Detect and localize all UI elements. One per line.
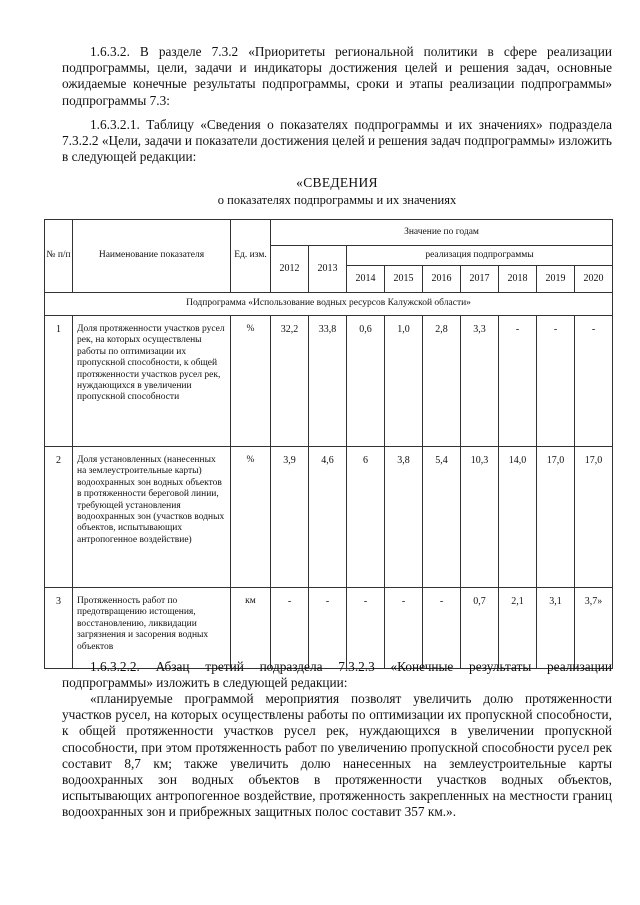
row-value: 5,4 [423, 447, 461, 588]
row-value: 6 [347, 447, 385, 588]
row-value: 4,6 [309, 447, 347, 588]
row-value: 3,3 [461, 316, 499, 447]
row-value: 3,7» [575, 588, 613, 669]
outro-paragraph-1: 1.6.3.2.2. Абзац третий подраздела 7.3.2.3 «Конечные результаты реализации подпрограммы» изложить в следующей редакции: [62, 659, 612, 691]
intro-paragraph-1: 1.6.3.2. В разделе 7.3.2 «Приоритеты региональной политики в сфере реализации подпрограммы, цели, задачи и индикаторы достижения целей и решения задач, основные ожидаемые конечные результаты подпрограммы, сроки и этапы реализации подпрограммы» подпрограммы 7.3: [62, 44, 612, 108]
header-unit: Ед. изм. [231, 220, 271, 293]
row-value: - [271, 588, 309, 669]
row-unit: км [231, 588, 271, 669]
row-value: 3,8 [385, 447, 423, 588]
intro-paragraph-2: 1.6.3.2.1. Таблицу «Сведения о показателях подпрограммы и их значениях» подраздела 7.3.2.2 «Цели, задачи и показатели достижения целей и решения задач подпрограммы» изложить в следующей редакции: [62, 117, 612, 165]
row-value: - [385, 588, 423, 669]
row-num: 2 [45, 447, 73, 588]
row-value: 17,0 [575, 447, 613, 588]
row-num: 1 [45, 316, 73, 447]
row-name: Доля установленных (нанесенных на землеустроительные карты) водоохранных зон водных объектов в протяженности береговой линии, требующей установления водоохранных зон (участков водных объектов, испытывающих антропогенное воздействие) [73, 447, 231, 588]
header-values-by-year: Значение по годам [271, 220, 613, 246]
row-value: - [537, 316, 575, 447]
row-value: 0,7 [461, 588, 499, 669]
row-value: - [499, 316, 537, 447]
header-year: 2019 [537, 266, 575, 293]
row-value: 0,6 [347, 316, 385, 447]
header-year: 2014 [347, 266, 385, 293]
row-name: Протяженность работ по предотвращению истощения, восстановлению, ликвидации загрязнения и засорения водных объектов [73, 588, 231, 669]
row-value: 3,9 [271, 447, 309, 588]
table-row [45, 316, 613, 447]
table-title: «СВЕДЕНИЯ [296, 175, 378, 190]
row-value: 10,3 [461, 447, 499, 588]
row-value: 2,8 [423, 316, 461, 447]
table-row [45, 588, 613, 669]
table-subtitle: о показателях подпрограммы и их значениях [217, 193, 457, 207]
row-value: - [347, 588, 385, 669]
row-value: 32,2 [271, 316, 309, 447]
header-year: 2018 [499, 266, 537, 293]
row-value: 33,8 [309, 316, 347, 447]
row-value: - [309, 588, 347, 669]
indicators-table [44, 219, 613, 669]
row-unit: % [231, 447, 271, 588]
header-num: № п/п [45, 220, 73, 293]
row-value: 1,0 [385, 316, 423, 447]
row-value: 17,0 [537, 447, 575, 588]
header-year: 2015 [385, 266, 423, 293]
row-value: - [423, 588, 461, 669]
section-title: Подпрограмма «Использование водных ресурсов Калужской области» [45, 293, 613, 316]
header-name: Наименование показателя [73, 220, 231, 293]
outro-paragraph-2: «планируемые программой мероприятия позволят увеличить долю протяженности участков русел, на которых осуществлены работы по оптимизации их пропускной способности, к общей протяженности участков русел рек, нуждающихся в увеличении пропускной способности, при этом протяженность работ по увеличению пропускной способности русел рек составит 8,7 км; также увеличить долю нанесенных на землеустроительные карты водоохранных зон водных объектов в протяженности участков водных объектов, испытывающих антропогенное воздействие, протяженность закрепленных на местности границ водоохранных зон и прибрежных защитных полос составит 357 км.». [62, 691, 612, 820]
row-value: - [575, 316, 613, 447]
row-value: 2,1 [499, 588, 537, 669]
header-year: 2017 [461, 266, 499, 293]
row-value: 14,0 [499, 447, 537, 588]
row-value: 3,1 [537, 588, 575, 669]
table-row [45, 447, 613, 588]
header-year: 2016 [423, 266, 461, 293]
header-implementation: реализация подпрограммы [347, 246, 613, 266]
row-unit: % [231, 316, 271, 447]
header-year: 2012 [271, 246, 309, 293]
header-year: 2020 [575, 266, 613, 293]
row-name: Доля протяженности участков русел рек, на которых осуществлены работы по оптимизации их пропускной способности, к общей протяженности участков русел рек, нуждающихся в увеличении пропускной способности [73, 316, 231, 447]
row-num: 3 [45, 588, 73, 669]
header-year: 2013 [309, 246, 347, 293]
